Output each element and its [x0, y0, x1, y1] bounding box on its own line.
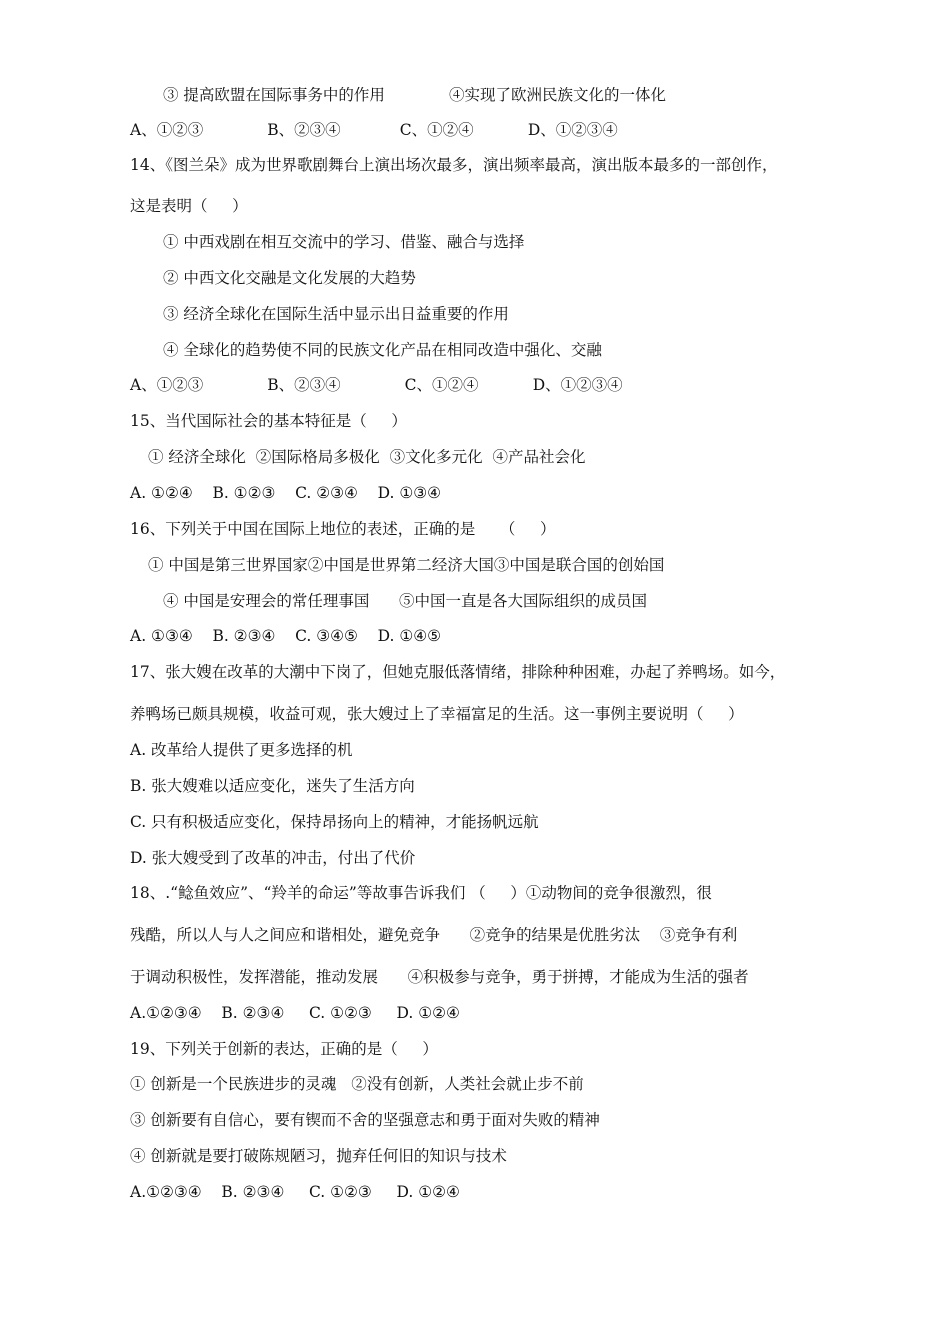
q16-options-1-3: ① 中国是第三世界国家②中国是世界第二经济大国③中国是联合国的创始国	[148, 556, 665, 574]
q14-stem-line-1: 14、《图兰朵》成为世界歌剧舞台上演出场次最多，演出频率最高，演出版本最多的一部创作，	[130, 156, 778, 174]
q16-stem: 16、下列关于中国在国际上地位的表述，正确的是 （ ）	[130, 520, 556, 538]
q19-answer-choices: A.①②③④ B. ②③④ C. ①②③ D. ①②④	[130, 1183, 460, 1201]
q17-choice-b: B. 张大嫂难以适应变化，迷失了生活方向	[130, 777, 415, 795]
q16-answer-choices: A. ①③④ B. ②③④ C. ③④⑤ D. ①④⑤	[130, 627, 442, 645]
q17-choice-a: A. 改革给人提供了更多选择的机	[130, 741, 353, 759]
q14-stem-line-2: 这是表明（ ）	[130, 197, 248, 215]
q13-option-3-4: ③ 提高欧盟在国际事务中的作用 ④实现了欧洲民族文化的一体化	[163, 86, 666, 104]
q19-options-1-2: ① 创新是一个民族进步的灵魂 ②没有创新，人类社会就止步不前	[130, 1075, 584, 1093]
q14-option-2: ② 中西文化交融是文化发展的大趋势	[163, 269, 416, 287]
q15-stem: 15、当代国际社会的基本特征是（ ）	[130, 412, 407, 430]
q14-option-4: ④ 全球化的趋势使不同的民族文化产品在相同改造中强化、交融	[163, 341, 602, 359]
q14-answer-choices: A、①②③ B、②③④ C、①②④ D、①②③④	[130, 376, 623, 394]
q18-stem-line-1: 18、.“鲶鱼效应”、“羚羊的命运”等故事告诉我们 （ ）①动物间的竞争很激烈，很	[130, 884, 712, 902]
q17-choice-c: C. 只有积极适应变化，保持昂扬向上的精神，才能扬帆远航	[130, 813, 539, 831]
q19-option-4: ④ 创新就是要打破陈规陋习，抛弃任何旧的知识与技术	[130, 1147, 507, 1165]
q19-stem: 19、下列关于创新的表达，正确的是（ ）	[130, 1040, 438, 1058]
q18-stem-line-3: 于调动积极性，发挥潜能，推动发展 ④积极参与竞争，勇于拼搏，才能成为生活的强者	[130, 968, 749, 986]
q16-options-4-5: ④ 中国是安理会的常任理事国 ⑤中国一直是各大国际组织的成员国	[163, 592, 647, 610]
q18-stem-line-2: 残酷，所以人与人之间应和谐相处，避免竞争 ②竞争的结果是优胜劣汰 ③竞争有利	[130, 926, 738, 944]
q13-answer-choices: A、①②③ B、②③④ C、①②④ D、①②③④	[130, 121, 618, 139]
q17-stem-line-2: 养鸭场已颇具规模，收益可观，张大嫂过上了幸福富足的生活。这一事例主要说明（ ）	[130, 705, 744, 723]
q19-option-3: ③ 创新要有自信心，要有锲而不舍的坚强意志和勇于面对失败的精神	[130, 1111, 600, 1129]
q17-choice-d: D. 张大嫂受到了改革的冲击，付出了代价	[130, 849, 416, 867]
q14-option-3: ③ 经济全球化在国际生活中显示出日益重要的作用	[163, 305, 509, 323]
q14-option-1: ① 中西戏剧在相互交流中的学习、借鉴、融合与选择	[163, 233, 525, 251]
q15-options: ① 经济全球化 ②国际格局多极化 ③文化多元化 ④产品社会化	[148, 448, 586, 466]
q15-answer-choices: A. ①②④ B. ①②③ C. ②③④ D. ①③④	[130, 484, 442, 502]
q18-answer-choices: A.①②③④ B. ②③④ C. ①②③ D. ①②④	[130, 1004, 460, 1022]
q17-stem-line-1: 17、张大嫂在改革的大潮中下岗了，但她克服低落情绪，排除种种困难，办起了养鸭场。如今，	[130, 663, 786, 681]
